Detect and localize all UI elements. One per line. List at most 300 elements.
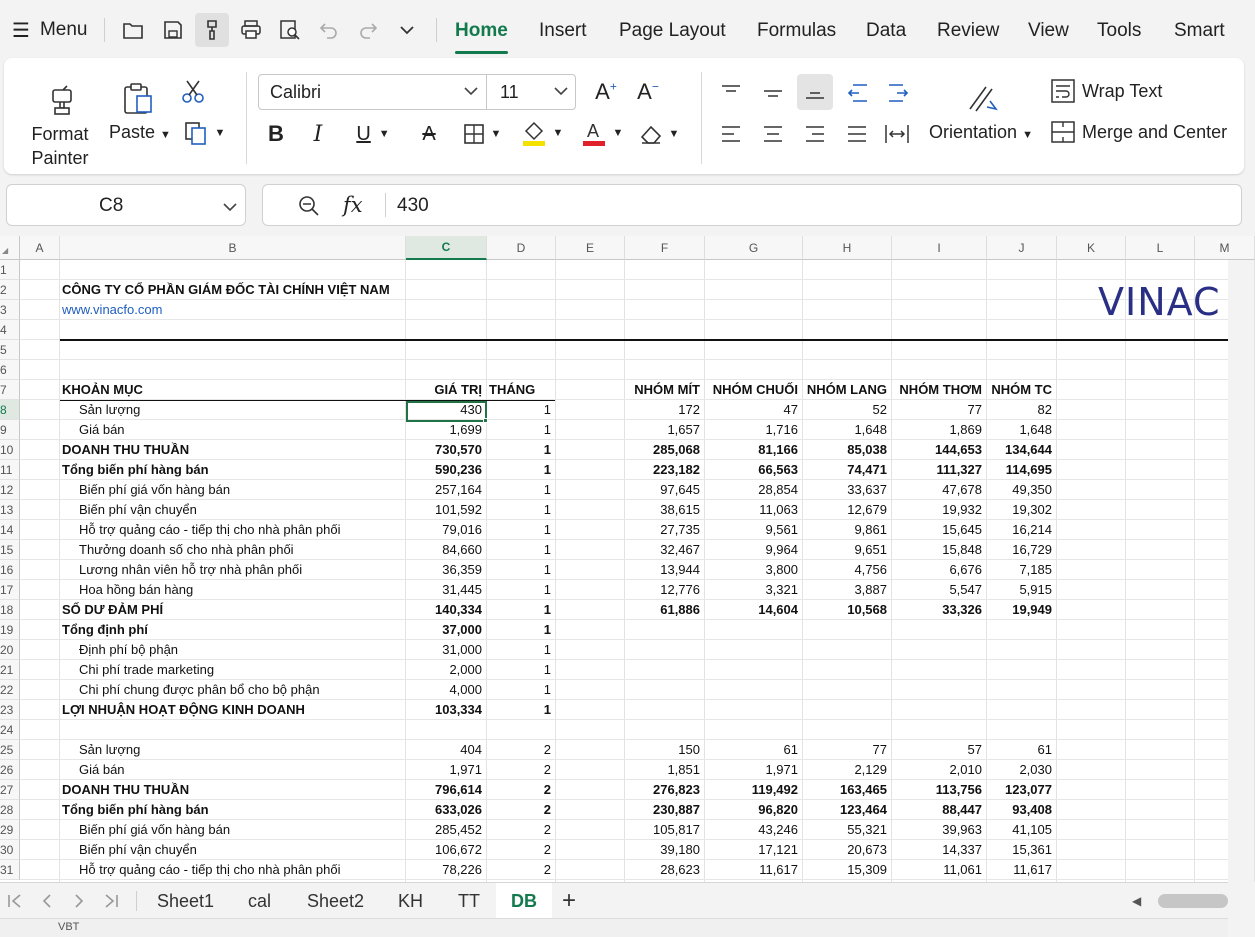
cell-g10[interactable]: 81,166 <box>758 442 798 457</box>
cell-h15[interactable]: 9,651 <box>854 542 887 557</box>
row-header[interactable]: 27 <box>0 780 20 800</box>
cell-c22[interactable]: 4,000 <box>449 682 482 697</box>
row-header[interactable]: 11 <box>0 460 20 480</box>
cell-c31[interactable]: 78,226 <box>442 862 482 877</box>
print-preview-button[interactable] <box>273 13 307 47</box>
align-left-button[interactable] <box>716 118 746 150</box>
cell-h16[interactable]: 4,756 <box>854 562 887 577</box>
cell-h31[interactable]: 15,309 <box>847 862 887 877</box>
cell-d10[interactable]: 1 <box>543 442 551 457</box>
row-header[interactable]: 31 <box>0 860 20 880</box>
cell-c12[interactable]: 257,164 <box>435 482 482 497</box>
decrease-indent-button[interactable] <box>842 78 872 108</box>
cell-j31[interactable]: 11,617 <box>1013 862 1052 877</box>
cell-b17[interactable]: Hoa hồng bán hàng <box>79 582 194 597</box>
cell-b9[interactable]: Giá bán <box>79 422 125 437</box>
cell-b14[interactable]: Hỗ trợ quảng cáo - tiếp thị cho nhà phân phối <box>79 522 341 537</box>
cell-g16[interactable]: 3,800 <box>765 562 798 577</box>
cell-b19[interactable]: Tổng định phí <box>62 622 148 637</box>
last-sheet-button[interactable] <box>102 883 120 919</box>
cell-h27[interactable]: 163,465 <box>840 782 887 797</box>
cell-f7[interactable]: NHÓM MÍT <box>634 382 700 397</box>
cell-d31[interactable]: 2 <box>543 862 551 877</box>
cell-i12[interactable]: 47,678 <box>942 482 982 497</box>
tab-data[interactable]: Data <box>866 20 907 41</box>
cell-g26[interactable]: 1,971 <box>765 762 798 777</box>
cell-h26[interactable]: 2,129 <box>854 762 887 777</box>
cell-f31[interactable]: 28,623 <box>660 862 700 877</box>
underline-button[interactable] <box>348 118 398 150</box>
cell-b22[interactable]: Chi phí chung được phân bổ cho bộ phận <box>79 682 320 697</box>
cell-i16[interactable]: 6,676 <box>949 562 982 577</box>
cell-c23[interactable]: 103,334 <box>435 702 482 717</box>
cell-f25[interactable]: 150 <box>678 742 700 757</box>
cell-f28[interactable]: 230,887 <box>653 802 700 817</box>
scroll-left-button[interactable] <box>1132 883 1141 919</box>
divider <box>436 18 437 42</box>
undo-button[interactable] <box>312 13 346 47</box>
cell-h28[interactable]: 123,464 <box>840 802 887 817</box>
cell-b7[interactable]: KHOẢN MỤC <box>62 382 143 397</box>
cell-g28[interactable]: 96,820 <box>758 802 798 817</box>
cell-j14[interactable]: 16,214 <box>1012 522 1052 537</box>
zoom-formula-button[interactable] <box>297 194 321 223</box>
cell-g15[interactable]: 9,964 <box>765 542 798 557</box>
cell-i25[interactable]: 57 <box>967 742 982 757</box>
cell-d22[interactable]: 1 <box>543 682 551 697</box>
cell-b10[interactable]: DOANH THU THUẦN <box>62 442 190 457</box>
row-header[interactable]: 12 <box>0 480 20 500</box>
font-name-dropdown[interactable]: Calibri <box>270 82 322 102</box>
cell-j18[interactable]: 19,949 <box>1012 602 1052 617</box>
cell-g31[interactable]: 11,617 <box>759 862 798 877</box>
cell-b16[interactable]: Lương nhân viên hỗ trợ nhà phân phối <box>79 562 303 577</box>
tab-smart[interactable]: Smart <box>1174 20 1225 41</box>
next-sheet-button[interactable] <box>70 883 88 919</box>
cell-h30[interactable]: 20,673 <box>847 842 887 857</box>
menu-label: Menu <box>39 19 88 40</box>
cell-g25[interactable]: 61 <box>783 742 798 757</box>
cell-f16[interactable]: 13,944 <box>660 562 700 577</box>
cell-f27[interactable]: 276,823 <box>653 782 700 797</box>
cell-i31[interactable]: 11,061 <box>943 862 982 877</box>
column-header-a[interactable]: A <box>20 236 60 260</box>
row-header[interactable]: 26 <box>0 760 20 780</box>
cell-g12[interactable]: 28,854 <box>758 482 798 497</box>
cell-j15[interactable]: 16,729 <box>1012 542 1052 557</box>
cell-b11[interactable]: Tổng biến phí hàng bán <box>62 462 209 477</box>
cell-f8[interactable]: 172 <box>678 402 700 417</box>
cell-c28[interactable]: 633,026 <box>435 802 482 817</box>
justify-button[interactable] <box>842 118 872 150</box>
cell-i17[interactable]: 5,547 <box>949 582 982 597</box>
cell-f30[interactable]: 39,180 <box>660 842 700 857</box>
cell-h17[interactable]: 3,887 <box>854 582 887 597</box>
orientation-label: Orientation <box>929 122 1018 142</box>
align-center-button[interactable] <box>758 118 788 150</box>
sheet-tab-kh[interactable]: KH <box>398 890 424 911</box>
company-logo: VINAC <box>1098 280 1221 324</box>
cell-c19[interactable]: 37,000 <box>442 622 482 637</box>
chevron-down-icon: ▼ <box>378 128 390 140</box>
cell-c9[interactable]: 1,699 <box>449 422 482 437</box>
cell-d21[interactable]: 1 <box>543 662 551 677</box>
cell-b31[interactable]: Hỗ trợ quảng cáo - tiếp thị cho nhà phân phối <box>79 862 341 877</box>
cell-c17[interactable]: 31,445 <box>442 582 482 597</box>
cell-f14[interactable]: 27,735 <box>660 522 700 537</box>
cell-d15[interactable]: 1 <box>543 542 551 557</box>
cell-d30[interactable]: 2 <box>543 842 551 857</box>
cell-b26[interactable]: Giá bán <box>79 762 125 777</box>
cell-c21[interactable]: 2,000 <box>449 662 482 677</box>
chevron-down-icon[interactable] <box>223 199 237 217</box>
row-header[interactable]: 8 <box>0 400 20 420</box>
tab-page-layout[interactable]: Page Layout <box>619 20 726 41</box>
italic-button[interactable] <box>304 118 332 150</box>
cell-b21[interactable]: Chi phí trade marketing <box>79 662 215 677</box>
formula-input[interactable]: 430 <box>397 195 429 216</box>
select-all-corner[interactable] <box>0 236 20 260</box>
sheet-tab-sheet2[interactable]: Sheet2 <box>307 890 365 911</box>
plus-icon: + <box>562 887 577 914</box>
clear-button[interactable] <box>636 118 682 150</box>
cell-b25[interactable]: Sản lượng <box>79 742 141 757</box>
row-header[interactable]: 10 <box>0 440 20 460</box>
cell-h14[interactable]: 9,861 <box>854 522 887 537</box>
save-button[interactable] <box>156 13 190 47</box>
cell-f11[interactable]: 223,182 <box>653 462 700 477</box>
fill-handle[interactable] <box>483 418 488 423</box>
cell-i27[interactable]: 113,756 <box>935 782 982 797</box>
cell-j8[interactable]: 82 <box>1037 402 1052 417</box>
increase-indent-button[interactable] <box>884 78 914 108</box>
cell-c14[interactable]: 79,016 <box>442 522 482 537</box>
tab-home[interactable]: Home <box>455 14 508 48</box>
cell-b30[interactable]: Biến phí vận chuyển <box>79 842 197 857</box>
sheet-tab-cal[interactable]: cal <box>248 890 272 911</box>
menu-button[interactable] <box>12 14 87 46</box>
cell-f10[interactable]: 285,068 <box>653 442 700 457</box>
cell-b27[interactable]: DOANH THU THUẦN <box>62 782 190 797</box>
cell-h10[interactable]: 85,038 <box>847 442 887 457</box>
cell-j16[interactable]: 7,185 <box>1019 562 1052 577</box>
font-color-button[interactable] <box>578 116 626 150</box>
row-header[interactable]: 5 <box>0 340 20 360</box>
column-header-g[interactable]: G <box>705 236 803 260</box>
cut-button[interactable] <box>176 76 210 108</box>
cell-g14[interactable]: 9,561 <box>765 522 798 537</box>
column-header-j[interactable]: J <box>987 236 1057 260</box>
tab-view[interactable]: View <box>1028 20 1069 41</box>
cell-d19[interactable]: 1 <box>543 622 551 637</box>
cell-b15[interactable]: Thưởng doanh số cho nhà phân phối <box>79 542 294 557</box>
align-top-button[interactable] <box>716 78 746 108</box>
column-header-l[interactable]: L <box>1126 236 1195 260</box>
cell-c10[interactable]: 730,570 <box>435 442 482 457</box>
cell-h29[interactable]: 55,321 <box>847 822 887 837</box>
cell-d17[interactable]: 1 <box>543 582 551 597</box>
cell-b13[interactable]: Biến phí vận chuyển <box>79 502 197 517</box>
cell-f12[interactable]: 97,645 <box>660 482 700 497</box>
cell-d29[interactable]: 2 <box>543 822 551 837</box>
first-sheet-button[interactable] <box>6 883 24 919</box>
row-header[interactable]: 24 <box>0 720 20 740</box>
row-header[interactable]: 16 <box>0 560 20 580</box>
cell-h8[interactable]: 52 <box>872 402 887 417</box>
tab-tools[interactable]: Tools <box>1097 20 1142 41</box>
cell-c20[interactable]: 31,000 <box>442 642 482 657</box>
row-header[interactable]: 22 <box>0 680 20 700</box>
copy-button[interactable] <box>176 116 232 150</box>
cell-b20[interactable]: Định phí bộ phận <box>79 642 179 657</box>
cell-h11[interactable]: 74,471 <box>847 462 887 477</box>
cell-i8[interactable]: 77 <box>967 402 982 417</box>
cell-j28[interactable]: 93,408 <box>1012 802 1052 817</box>
row-header[interactable]: 30 <box>0 840 20 860</box>
cell-g17[interactable]: 3,321 <box>765 582 798 597</box>
cell-c16[interactable]: 36,359 <box>442 562 482 577</box>
cell-g27[interactable]: 119,492 <box>751 782 798 797</box>
row-header[interactable]: 28 <box>0 800 20 820</box>
sheet-tab-sheet1[interactable]: Sheet1 <box>157 890 215 911</box>
cell-i26[interactable]: 2,010 <box>949 762 982 777</box>
cell-d12[interactable]: 1 <box>543 482 551 497</box>
cell-d28[interactable]: 2 <box>543 802 551 817</box>
cell-i7[interactable]: NHÓM THƠM <box>899 382 982 397</box>
underline-icon: U <box>356 122 371 145</box>
cell-g30[interactable]: 17,121 <box>758 842 798 857</box>
row-header[interactable]: 2 <box>0 280 20 300</box>
column-header-e[interactable]: E <box>556 236 625 260</box>
gridline <box>1194 260 1195 882</box>
cell-i15[interactable]: 15,848 <box>942 542 982 557</box>
cell-d18[interactable]: 1 <box>543 602 551 617</box>
chevron-down-icon[interactable] <box>464 85 478 99</box>
cell-j27[interactable]: 123,077 <box>1005 782 1052 797</box>
fill-bucket-icon <box>521 119 547 147</box>
fx-button[interactable]: fx <box>343 193 363 217</box>
cell-b2[interactable]: CÔNG TY CỔ PHẦN GIÁM ĐỐC TÀI CHÍNH VIỆT NAM <box>62 282 390 297</box>
column-header-b[interactable]: B <box>60 236 406 260</box>
cell-j9[interactable]: 1,648 <box>1019 422 1052 437</box>
cell-c27[interactable]: 796,614 <box>435 782 482 797</box>
cell-j17[interactable]: 5,915 <box>1019 582 1052 597</box>
chevron-right-icon <box>70 892 88 910</box>
orientation-button[interactable] <box>962 78 1002 118</box>
cell-b28[interactable]: Tổng biến phí hàng bán <box>62 802 209 817</box>
spreadsheet-grid[interactable] <box>0 236 1228 882</box>
cell-c29[interactable]: 285,452 <box>435 822 482 837</box>
cell-g8[interactable]: 47 <box>783 402 798 417</box>
row-header[interactable]: 21 <box>0 660 20 680</box>
cell-i30[interactable]: 14,337 <box>942 842 982 857</box>
column-header-f[interactable]: F <box>625 236 705 260</box>
cell-g11[interactable]: 66,563 <box>758 462 798 477</box>
divider <box>701 72 702 164</box>
cell-d20[interactable]: 1 <box>543 642 551 657</box>
cell-f13[interactable]: 38,615 <box>660 502 700 517</box>
cell-b12[interactable]: Biến phí giá vốn hàng bán <box>79 482 231 497</box>
row-header[interactable]: 4 <box>0 320 20 340</box>
column-header-m[interactable]: M <box>1195 236 1255 260</box>
cell-d16[interactable]: 1 <box>543 562 551 577</box>
cell-d8[interactable]: 1 <box>543 402 551 417</box>
font-size-dropdown[interactable]: 11 <box>500 82 519 102</box>
column-header-c[interactable]: C <box>406 236 487 260</box>
formula-bar <box>262 184 1242 226</box>
cell-i13[interactable]: 19,932 <box>942 502 982 517</box>
cell-i14[interactable]: 15,645 <box>942 522 982 537</box>
cell-i18[interactable]: 33,326 <box>942 602 982 617</box>
distribute-button[interactable] <box>880 118 914 150</box>
align-right-button[interactable] <box>800 118 830 150</box>
cell-i11[interactable]: 111,327 <box>936 462 982 477</box>
cell-b29[interactable]: Biến phí giá vốn hàng bán <box>79 822 231 837</box>
cell-i9[interactable]: 1,869 <box>949 422 982 437</box>
sheet-tab-tt[interactable]: TT <box>458 890 480 911</box>
sheet-tab-db[interactable]: DB <box>496 883 552 919</box>
decrease-font-size-button[interactable] <box>634 76 662 108</box>
cell-d14[interactable]: 1 <box>543 522 551 537</box>
wrap-text-icon <box>1050 78 1076 104</box>
cell-h18[interactable]: 10,568 <box>847 602 887 617</box>
cell-j7[interactable]: NHÓM TC <box>991 382 1052 397</box>
format-painter-quick-button[interactable] <box>195 13 229 47</box>
cell-c25[interactable]: 404 <box>460 742 482 757</box>
row-header[interactable]: 29 <box>0 820 20 840</box>
tab-insert[interactable]: Insert <box>539 20 587 41</box>
cell-f15[interactable]: 32,467 <box>660 542 700 557</box>
cell-j29[interactable]: 41,105 <box>1012 822 1052 837</box>
borders-button[interactable] <box>458 118 506 150</box>
column-header-h[interactable]: H <box>803 236 892 260</box>
cell-c11[interactable]: 590,236 <box>435 462 482 477</box>
cell-h7[interactable]: NHÓM LANG <box>806 382 887 397</box>
tab-formulas[interactable]: Formulas <box>757 20 837 41</box>
cell-j11[interactable]: 114,695 <box>1005 462 1052 477</box>
row-header[interactable]: 15 <box>0 540 20 560</box>
print-button[interactable] <box>234 13 268 47</box>
cell-j10[interactable]: 134,644 <box>1005 442 1052 457</box>
row-header[interactable]: 13 <box>0 500 20 520</box>
format-painter-button[interactable] <box>42 82 82 118</box>
cell-c18[interactable]: 140,334 <box>435 602 482 617</box>
cell-h12[interactable]: 33,637 <box>847 482 887 497</box>
cell-j25[interactable]: 61 <box>1037 742 1052 757</box>
row-header[interactable]: 25 <box>0 740 20 760</box>
column-header-k[interactable]: K <box>1057 236 1126 260</box>
cell-b3[interactable]: www.vinacfo.com <box>62 302 163 317</box>
cell-d9[interactable]: 1 <box>543 422 551 437</box>
cell-d27[interactable]: 2 <box>543 782 551 797</box>
gridline <box>1125 260 1126 882</box>
increase-font-size-button[interactable] <box>592 76 620 108</box>
paste-dropdown[interactable] <box>109 122 171 143</box>
open-folder-button[interactable] <box>116 13 150 47</box>
row-header[interactable]: 9 <box>0 420 20 440</box>
cell-c13[interactable]: 101,592 <box>435 502 482 517</box>
row-header[interactable]: 19 <box>0 620 20 640</box>
align-middle-button[interactable] <box>758 78 788 108</box>
cell-d23[interactable]: 1 <box>543 702 551 717</box>
cell-c7[interactable]: GIÁ TRỊ <box>434 382 482 397</box>
row-header[interactable]: 14 <box>0 520 20 540</box>
row-header[interactable]: 20 <box>0 640 20 660</box>
merge-center-button[interactable] <box>1050 120 1227 144</box>
cell-g29[interactable]: 43,246 <box>758 822 798 837</box>
row-header[interactable]: 1 <box>0 260 20 280</box>
cell-i28[interactable]: 88,447 <box>942 802 982 817</box>
cell-c15[interactable]: 84,660 <box>442 542 482 557</box>
cell-d25[interactable]: 2 <box>543 742 551 757</box>
cell-c8[interactable]: 430 <box>460 402 482 417</box>
chevron-down-icon[interactable] <box>554 85 568 99</box>
cell-f9[interactable]: 1,657 <box>667 422 700 437</box>
row-header[interactable]: 23 <box>0 700 20 720</box>
cell-b8[interactable]: Sản lượng <box>79 402 141 417</box>
cell-h13[interactable]: 12,679 <box>847 502 887 517</box>
wrap-text-button[interactable] <box>1050 78 1162 104</box>
cell-i10[interactable]: 144,653 <box>935 442 982 457</box>
row-header[interactable]: 3 <box>0 300 20 320</box>
chevron-down-icon: ▼ <box>160 129 171 141</box>
cell-g18[interactable]: 14,604 <box>758 602 798 617</box>
cell-h9[interactable]: 1,648 <box>854 422 887 437</box>
cell-d11[interactable]: 1 <box>543 462 551 477</box>
cell-j30[interactable]: 15,361 <box>1012 842 1052 857</box>
horizontal-scrollbar[interactable] <box>1158 894 1228 908</box>
cell-g13[interactable]: 11,063 <box>759 502 798 517</box>
cell-f26[interactable]: 1,851 <box>667 762 700 777</box>
column-header-d[interactable]: D <box>487 236 556 260</box>
row-header[interactable]: 17 <box>0 580 20 600</box>
orientation-dropdown[interactable] <box>929 122 1033 143</box>
name-box[interactable] <box>6 184 246 226</box>
fill-color-button[interactable] <box>518 116 566 150</box>
cell-j12[interactable]: 49,350 <box>1012 482 1052 497</box>
tab-review[interactable]: Review <box>937 20 1000 41</box>
column-header-i[interactable]: I <box>892 236 987 260</box>
cell-g9[interactable]: 1,716 <box>765 422 798 437</box>
cell-g7[interactable]: NHÓM CHUỐI <box>712 382 798 397</box>
row-header[interactable]: 7 <box>0 380 20 400</box>
cell-h25[interactable]: 77 <box>872 742 887 757</box>
cell-d7[interactable]: THÁNG <box>489 382 536 397</box>
quick-access-more-button[interactable] <box>390 13 424 47</box>
row-header[interactable]: 6 <box>0 360 20 380</box>
cell-c30[interactable]: 106,672 <box>435 842 482 857</box>
row-header[interactable]: 18 <box>0 600 20 620</box>
cell-c26[interactable]: 1,971 <box>449 762 482 777</box>
strikethrough-button[interactable] <box>412 118 446 150</box>
cell-b18[interactable]: SỐ DƯ ĐẢM PHÍ <box>62 602 164 617</box>
cell-f17[interactable]: 12,776 <box>660 582 700 597</box>
cell-j13[interactable]: 19,302 <box>1012 502 1052 517</box>
cell-f29[interactable]: 105,817 <box>653 822 700 837</box>
cell-d13[interactable]: 1 <box>543 502 551 517</box>
paste-button[interactable] <box>118 80 158 118</box>
prev-sheet-button[interactable] <box>38 883 56 919</box>
redo-button[interactable] <box>351 13 385 47</box>
cell-f18[interactable]: 61,886 <box>660 602 700 617</box>
cell-b23[interactable]: LỢI NHUẬN HOẠT ĐỘNG KINH DOANH <box>62 702 305 717</box>
cell-i29[interactable]: 39,963 <box>942 822 982 837</box>
bold-button[interactable] <box>262 118 290 150</box>
add-sheet-button[interactable] <box>562 883 576 919</box>
cell-j26[interactable]: 2,030 <box>1019 762 1052 777</box>
cell-d26[interactable]: 2 <box>543 762 551 777</box>
align-bottom-button[interactable] <box>797 74 833 110</box>
